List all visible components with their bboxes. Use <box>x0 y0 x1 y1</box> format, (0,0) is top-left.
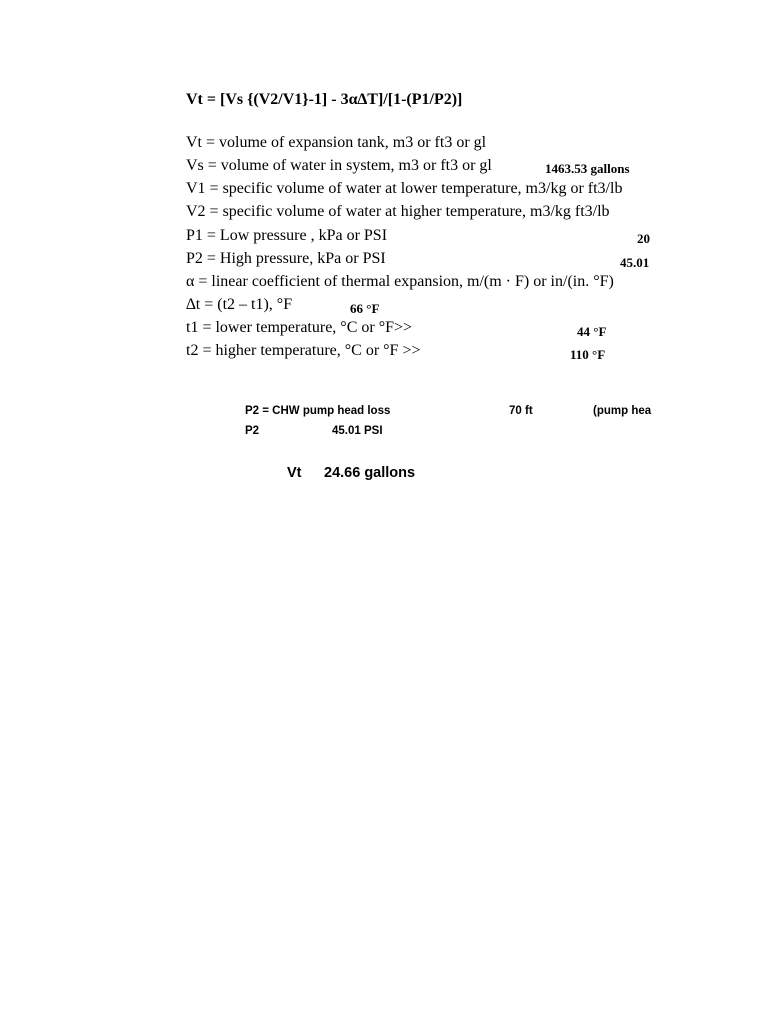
p1-value: 20 <box>637 231 650 246</box>
pump-head-value: 70 ft <box>509 405 533 417</box>
definition-p2: P2 = High pressure, kPa or PSI <box>186 250 386 267</box>
definition-vs: Vs = volume of water in system, m3 or ft3 or gl <box>186 157 492 174</box>
result-value: 24.66 gallons <box>324 465 416 481</box>
delta-t-value: 66 °F <box>350 301 380 316</box>
definition-v1: V1 = specific volume of water at lower temperature, m3/kg or ft3/lb <box>186 180 623 197</box>
p2-psi-value: 45.01 PSI <box>332 425 383 437</box>
definition-t2: t2 = higher temperature, °C or °F >> <box>186 342 421 359</box>
definition-p1: P1 = Low pressure , kPa or PSI <box>186 227 388 244</box>
t1-value: 44 °F <box>577 324 607 339</box>
definition-delta-t: ∆t = (t2 – t1), °F <box>186 296 293 313</box>
formula-heading: Vt = [Vs {(V2/V1}-1] - 3α∆T]/[1-(P1/P2)] <box>186 91 463 108</box>
result-label: Vt <box>287 465 302 481</box>
p2-value: 45.01 <box>620 255 650 270</box>
definition-vt: Vt = volume of expansion tank, m3 or ft3 or gl <box>186 134 487 151</box>
p2-psi-label: P2 <box>245 425 260 437</box>
definition-v2: V2 = specific volume of water at higher temperature, m3/kg ft3/lb <box>186 203 610 220</box>
pump-head-note: (pump hea <box>593 405 652 417</box>
definition-alpha: α = linear coefficient of thermal expansion, m/(m · F) or in/(in. °F) <box>186 273 614 290</box>
vs-value: 1463.53 gallons <box>545 161 630 176</box>
t2-value: 110 °F <box>570 347 606 362</box>
pump-head-label: P2 = CHW pump head loss <box>245 405 391 417</box>
definition-t1: t1 = lower temperature, °C or °F>> <box>186 319 413 336</box>
